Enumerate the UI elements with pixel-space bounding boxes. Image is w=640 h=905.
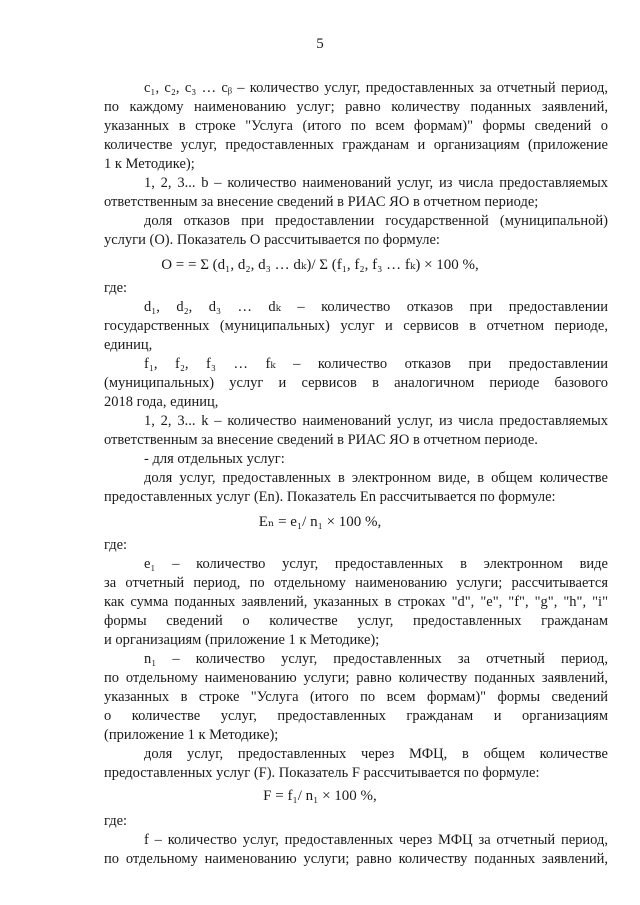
text-line: где: <box>104 537 128 553</box>
text-line: формы сведений о количестве услуг, предоставленных гражданам <box>104 613 608 629</box>
text-line: n₁ – количество услуг, предоставленных за отчетный период, <box>144 651 608 667</box>
text-line: государственных (муниципальных) услуг и сервисов в отчетном периоде, <box>104 318 608 334</box>
text-line: доля отказов при предоставлении государственной (муниципальной) <box>144 213 608 229</box>
text-line: где: <box>104 280 128 296</box>
text-line: услуги (О). Показатель О рассчитывается по формуле: <box>104 232 440 248</box>
text-line: 1, 2, 3... k – количество наименований услуг, из числа предоставляемых <box>144 413 608 429</box>
text-line: указанных в строке "Услуга (итого по всем формам)" формы сведений о <box>104 118 608 134</box>
text-line: е₁ – количество услуг, предоставленных в электронном виде <box>144 556 608 572</box>
text-line: f – количество услуг, предоставленных через МФЦ за отчетный период, <box>144 832 608 848</box>
text-line: о количестве услуг, предоставленных гражданам и организациям <box>104 708 608 724</box>
text-line: за отчетный период, по отдельному наименованию услуги; рассчитывается <box>104 575 608 591</box>
text-line: по каждому наименованию услуг; равно количеству поданных заявлений, <box>104 99 608 115</box>
text-line: 1, 2, 3... b – количество наименований услуг, из числа предоставляемых <box>144 175 608 191</box>
text-line: по отдельному наименованию услуги; равно количеству поданных заявлений, <box>104 851 608 867</box>
text-line: (приложение 1 к Методике); <box>104 727 279 743</box>
text-line: 2018 года, единиц, <box>104 394 219 410</box>
text-line: и организациям (приложение 1 к Методике); <box>104 632 380 648</box>
text-line: как сумма поданных заявлений, указанных в строках "d", "e", "f", "g", "h", "i" <box>104 594 608 610</box>
text-line: d₁, d₂, d₃ … dₖ – количество отказов при предоставлении <box>144 299 608 315</box>
formula: F = f₁/ n₁ × 100 %, <box>263 788 377 804</box>
text-line: c₁, c₂, c₃ … cᵦ – количество услуг, предоставленных за отчетный период, <box>144 80 608 96</box>
text-line: предоставленных услуг (Еn). Показатель Еn рассчитывается по формуле: <box>104 489 556 505</box>
text-line: - для отдельных услуг: <box>144 451 285 467</box>
text-line: доля услуг, предоставленных через МФЦ, в общем количестве <box>144 746 608 762</box>
text-line: количестве услуг, предоставленных гражданам и организациям (приложение <box>104 137 608 153</box>
formula: О = = Σ (d₁, d₂, d₃ … dₖ)/ Σ (f₁, f₂, f₃ … fₖ) × 100 %, <box>161 257 479 273</box>
text-line: доля услуг, предоставленных в электронном виде, в общем количестве <box>144 470 608 486</box>
text-line: ответственным за внесение сведений в РИАС ЯО в отчетном периоде; <box>104 194 539 210</box>
text-line: предоставленных услуг (F). Показатель F рассчитывается по формуле: <box>104 765 540 781</box>
text-line: единиц, <box>104 337 153 353</box>
text-line: ответственным за внесение сведений в РИАС ЯО в отчетном периоде. <box>104 432 538 448</box>
text-line: по отдельному наименованию услуги; равно количеству поданных заявлений, <box>104 670 608 686</box>
text-line: 1 к Методике); <box>104 156 195 172</box>
page-number: 5 <box>316 36 324 52</box>
text-line: где: <box>104 813 128 829</box>
text-line: f₁, f₂, f₃ … fₖ – количество отказов при предоставлении <box>144 356 608 372</box>
text-line: (муниципальных) услуг и сервисов в аналогичном периоде базового <box>104 375 608 391</box>
formula: Еₙ = е₁/ n₁ × 100 %, <box>258 514 382 530</box>
text-line: указанных в строке "Услуга (итого по всем формам)" формы сведений <box>104 689 608 705</box>
